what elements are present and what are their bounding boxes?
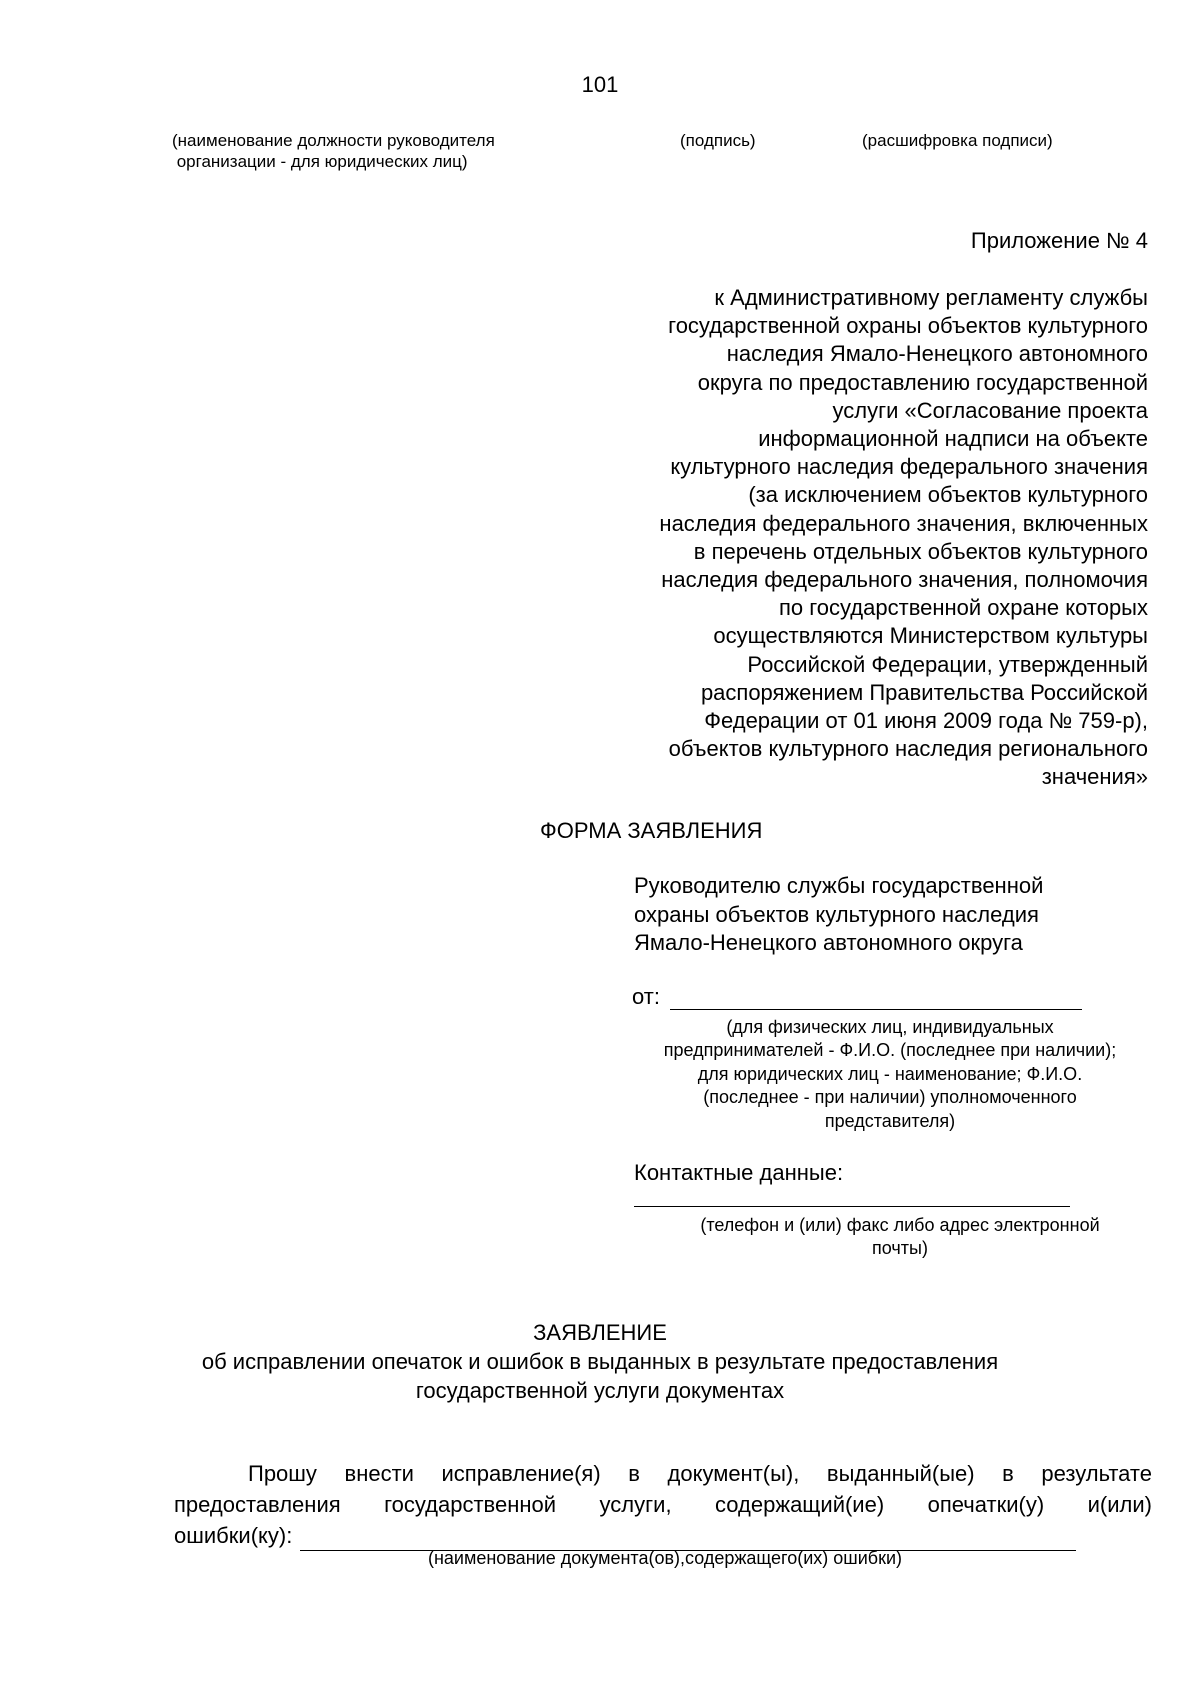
appendix-line: Российской Федерации, утвержденный xyxy=(747,651,1148,677)
position-caption-line: организации - для юридических лиц) xyxy=(172,152,468,171)
request-errors-label: ошибки(ку): xyxy=(174,1523,293,1548)
position-caption-line: (наименование должности руководителя xyxy=(172,131,495,150)
from-row xyxy=(632,984,1082,1010)
appendix-line: информационной надписи на объекте xyxy=(758,426,1148,452)
appendix-line: осуществляются Министерством культуры xyxy=(713,623,1148,649)
appendix-line: услуги «Согласование проекта xyxy=(832,397,1148,423)
request-paragraph xyxy=(174,1458,1152,1551)
request-line xyxy=(174,1520,1152,1551)
from-hint-line: (для физических лиц, индивидуальных xyxy=(726,1017,1054,1037)
addressee-line: Ямало-Ненецкого автономного округа xyxy=(634,930,1023,955)
from-hint-line: (последнее - при наличии) уполномоченного xyxy=(703,1087,1077,1108)
from-field-line[interactable] xyxy=(670,987,1082,1010)
appendix-line: (за исключением объектов культурного xyxy=(748,482,1148,508)
appendix-line: государственной охраны объектов культурного xyxy=(668,313,1148,339)
statement-subtitle-line: об исправлении опечаток и ошибок в выданных в результате предоставления xyxy=(201,1349,999,1374)
from-hint-line: предпринимателей - Ф.И.О. (последнее при наличии); xyxy=(663,1040,1117,1061)
position-caption xyxy=(172,130,592,172)
signature-decoding-caption: (расшифровка подписи) xyxy=(862,131,1053,150)
statement-title: ЗАЯВЛЕНИЕ xyxy=(533,1320,667,1345)
from-label: от: xyxy=(632,984,660,1009)
appendix-line: к Административному регламенту службы xyxy=(714,285,1148,310)
addressee-line: Руководителю службы государственной xyxy=(634,873,1044,898)
appendix-line: значения» xyxy=(1041,764,1148,790)
signature-caption: (подпись) xyxy=(680,131,756,150)
contacts-hint xyxy=(630,1214,1170,1261)
appendix-title: Приложение № 4 xyxy=(970,228,1148,253)
from-hint-line: представителя) xyxy=(824,1110,956,1131)
page-number: 101 xyxy=(581,72,619,97)
appendix-line: в перечень отдельных объектов культурного xyxy=(693,538,1148,564)
appendix-line: наследия Ямало-Ненецкого автономного xyxy=(726,341,1148,367)
addressee-line: охраны объектов культурного наследия xyxy=(634,901,1039,927)
appendix-line: объектов культурного наследия регионального xyxy=(668,736,1148,762)
appendix-line: Федерации от 01 июня 2009 года № 759-р), xyxy=(704,708,1148,734)
contacts-label: Контактные данные: xyxy=(634,1160,844,1185)
appendix-line: по государственной охране которых xyxy=(779,595,1148,621)
contacts-field-line[interactable] xyxy=(634,1206,1070,1207)
appendix-line: распоряжением Правительства Российской xyxy=(700,679,1148,705)
from-hint-line: для юридических лиц - наименование; Ф.И.О. xyxy=(697,1063,1083,1084)
request-line: предоставления государственной услуги, содержащий(ие) опечатки(у) и(или) xyxy=(174,1492,1152,1517)
document-name-hint: (наименование документа(ов),содержащего(их) ошибки) xyxy=(427,1548,903,1568)
appendix-line: наследия федерального значения, полномочия xyxy=(661,567,1148,593)
appendix-body xyxy=(560,284,1148,792)
addressee-block xyxy=(634,872,1043,958)
appendix-line: округа по предоставлению государственной xyxy=(697,369,1148,395)
from-hint xyxy=(620,1016,1160,1133)
statement-subtitle-line: государственной услуги документах xyxy=(415,1377,785,1403)
form-title: ФОРМА ЗАЯВЛЕНИЯ xyxy=(540,818,763,843)
statement-subtitle xyxy=(0,1348,1200,1405)
contacts-hint-line: (телефон и (или) факс либо адрес электронной xyxy=(700,1215,1100,1235)
appendix-line: наследия федерального значения, включенных xyxy=(659,510,1148,536)
request-line: Прошу внести исправление(я) в документ(ы), выданный(ые) в результате xyxy=(248,1461,1152,1486)
appendix-line: культурного наследия федерального значения xyxy=(670,454,1148,480)
contacts-hint-line: почты) xyxy=(872,1238,928,1259)
